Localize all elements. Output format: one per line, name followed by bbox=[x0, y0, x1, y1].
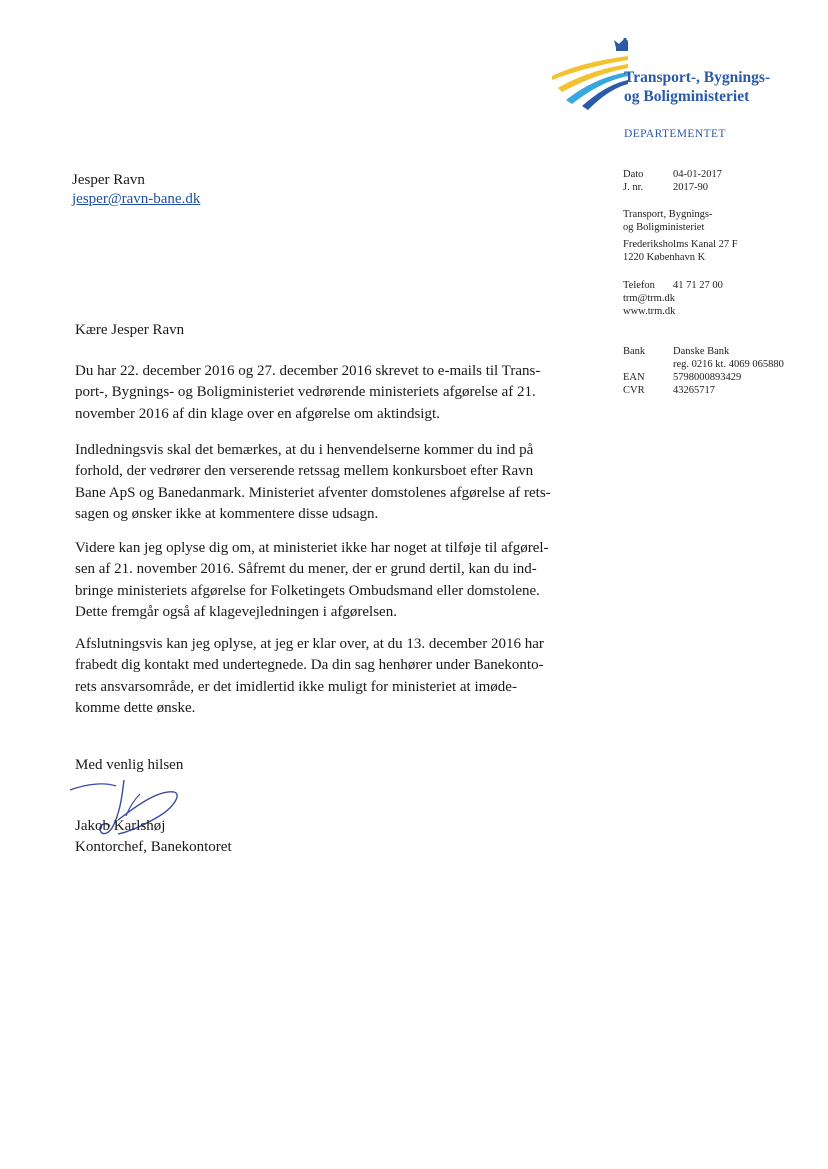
jnr-label: J. nr. bbox=[623, 182, 644, 193]
address-line-4: 1220 København K bbox=[623, 252, 706, 263]
signer-name: Jakob Karlshøj bbox=[75, 818, 166, 834]
address-line-3: Frederiksholms Kanal 27 F bbox=[623, 239, 738, 250]
logo-line-1: Transport-, Bygnings- bbox=[624, 69, 771, 86]
paragraph-line: frabedt dig kontakt med undertegnede. Da din sag henhører under Banekonto- bbox=[75, 657, 544, 674]
paragraph-line: Bane ApS og Banedanmark. Ministeriet afventer domstolenes afgørelse af rets- bbox=[75, 484, 551, 501]
logo-wordmark bbox=[624, 68, 770, 106]
logo-line-2: og Boligministeriet bbox=[624, 88, 750, 105]
paragraph-line: port-, Bygnings- og Boligministeriet vedrørende ministeriets afgørelse af 21. bbox=[75, 384, 536, 401]
paragraph-line: rets ansvarsområde, er det imidlertid ikke muligt for ministeriet at imøde- bbox=[75, 678, 517, 695]
recipient-block bbox=[72, 171, 200, 209]
paragraph-line: Dette fremgår også af klagevejledningen i afgørelsen. bbox=[75, 603, 397, 620]
recipient-name: Jesper Ravn bbox=[72, 172, 145, 188]
cvr-value: 43265717 bbox=[673, 385, 715, 396]
paragraph-line: forhold, der vedrører den verserende retssag mellem konkursboet efter Ravn bbox=[75, 463, 534, 480]
cvr-label: CVR bbox=[623, 385, 645, 396]
bank-block bbox=[623, 345, 784, 397]
signer-block bbox=[75, 816, 595, 859]
recipient-email-link[interactable]: jesper@ravn-bane.dk bbox=[72, 191, 201, 207]
paragraph-line: sagen og ønsker ikke at kommentere disse udsagn. bbox=[75, 505, 379, 522]
meta-block bbox=[623, 168, 722, 194]
paragraph-line: komme dette ønske. bbox=[75, 699, 196, 716]
contact-website[interactable]: www.trm.dk bbox=[623, 306, 676, 317]
crown-swoosh-emblem bbox=[548, 38, 628, 118]
signer-title: Kontorchef, Banekontoret bbox=[75, 839, 232, 856]
phone-label: Telefon bbox=[623, 280, 655, 291]
date-value: 04-01-2017 bbox=[673, 169, 722, 180]
department-label: DEPARTEMENTET bbox=[624, 128, 726, 140]
ean-value: 5798000893429 bbox=[673, 372, 742, 383]
contact-email[interactable]: trm@trm.dk bbox=[623, 293, 675, 304]
bank-reg: reg. 0216 kt. 4069 065880 bbox=[673, 359, 784, 370]
paragraph-1 bbox=[75, 361, 595, 425]
bank-label: Bank bbox=[623, 346, 646, 357]
paragraph-line: bringe ministeriets afgørelse for Folketingets Ombudsmand eller domstolene. bbox=[75, 582, 540, 599]
phone-value: 41 71 27 00 bbox=[673, 280, 723, 291]
paragraph-line: november 2016 af din klage over en afgørelse om aktindsigt. bbox=[75, 405, 440, 422]
contact-block bbox=[623, 279, 723, 318]
bank-name: Danske Bank bbox=[673, 346, 730, 357]
paragraph-line: Du har 22. december 2016 og 27. december 2016 skrevet to e-mails til Trans- bbox=[75, 363, 541, 379]
address-block bbox=[623, 208, 738, 264]
closing bbox=[75, 755, 595, 776]
date-label: Dato bbox=[623, 169, 644, 180]
paragraph-3 bbox=[75, 538, 595, 623]
salutation-text: Kære Jesper Ravn bbox=[75, 322, 185, 338]
paragraph-4 bbox=[75, 634, 595, 719]
jnr-value: 2017-90 bbox=[673, 182, 708, 193]
address-line-1: Transport, Bygnings- bbox=[623, 209, 713, 220]
address-line-2: og Boligministeriet bbox=[623, 222, 705, 233]
ean-label: EAN bbox=[623, 372, 645, 383]
paragraph-line: Afslutningsvis kan jeg oplyse, at jeg er klar over, at du 13. december 2016 har bbox=[75, 636, 544, 652]
salutation bbox=[75, 320, 595, 341]
paragraph-line: Videre kan jeg oplyse dig om, at ministeriet ikke har noget at tilføje til afgørel- bbox=[75, 540, 549, 556]
ministry-logo bbox=[548, 38, 808, 118]
paragraph-line: Indledningsvis skal det bemærkes, at du i henvendelserne kommer du ind på bbox=[75, 442, 534, 458]
paragraph-2 bbox=[75, 440, 595, 525]
paragraph-line: sen af 21. november 2016. Såfremt du mener, der er grund dertil, kan du ind- bbox=[75, 561, 537, 578]
closing-text: Med venlig hilsen bbox=[75, 757, 184, 773]
